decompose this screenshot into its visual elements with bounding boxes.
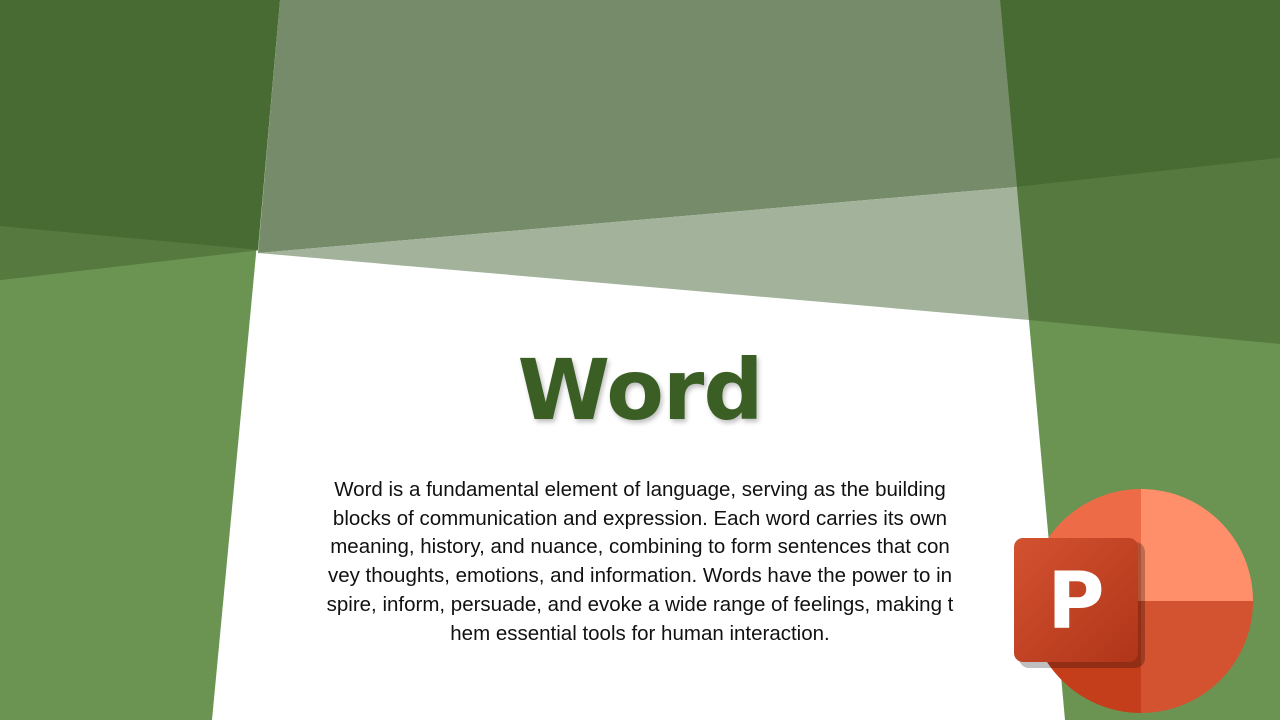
slide-body-text: Word is a fundamental element of language, serving as the building blocks of communication and expression. Each word carries its own meaning, history, and nuance, combining to form sentences that convey thoughts, emotions, and information. Words have the power to inspire, inform, persuade, and evoke a wide range of feelings, making them essential tools for human interaction. xyxy=(326,478,954,645)
powerpoint-logo-letter: P xyxy=(1047,557,1105,647)
right-dark-shape xyxy=(1000,0,1280,187)
powerpoint-logo-icon xyxy=(1010,488,1255,713)
right-mid-band xyxy=(1017,158,1280,344)
slide-title: Word xyxy=(517,341,763,439)
